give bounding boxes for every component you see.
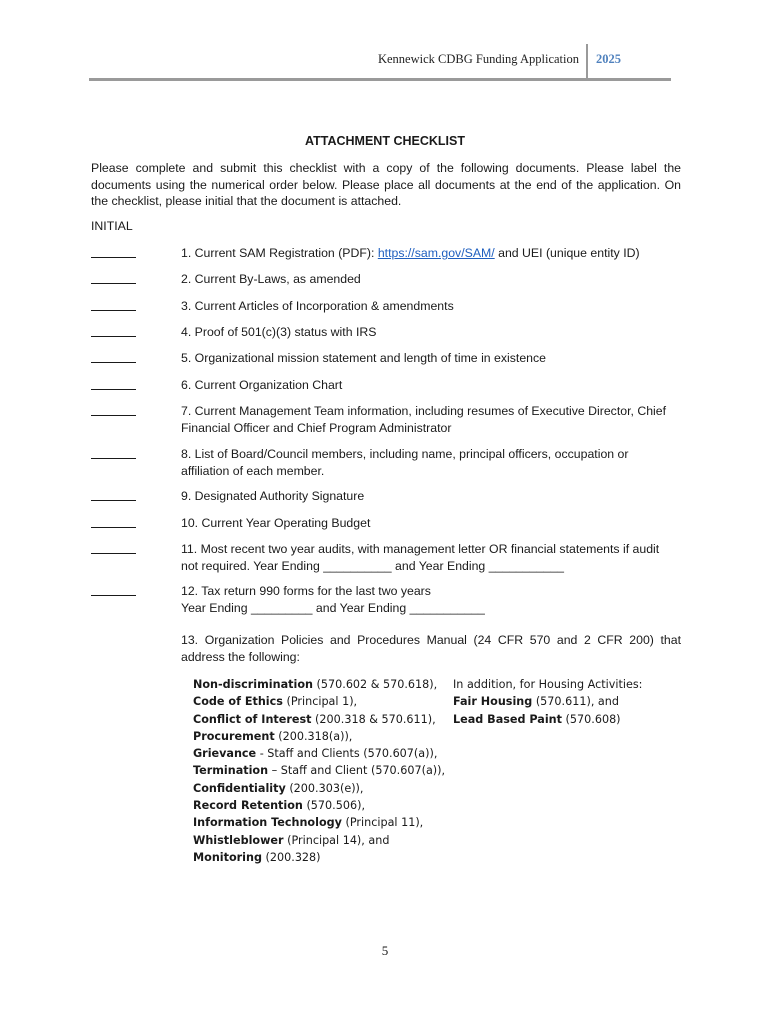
policy-item: Confidentiality (200.303(e)), [193, 781, 364, 795]
initial-blank[interactable] [91, 595, 136, 596]
checklist-item-text: 8. List of Board/Council members, including name, principal officers, occupation or affiliation of each member. [181, 447, 629, 478]
header-title: Kennewick CDBG Funding Application [377, 52, 579, 66]
checklist-item-text: 7. Current Management Team information, including resumes of Executive Director, Chief Financial Officer and Chief Program Administrator [181, 404, 667, 435]
housing-item: Fair Housing (570.611), and [453, 695, 619, 709]
checklist-item-text: 5. Organizational mission statement and length of time in existence [181, 351, 547, 365]
policy-item: Grievance - Staff and Clients (570.607(a)), [193, 747, 438, 761]
header-rule [89, 78, 671, 81]
policy-item: Conflict of Interest (200.318 & 570.611), [193, 712, 436, 726]
housing-activities [453, 676, 693, 728]
policy-item: Non-discrimination (570.602 & 570.618), [193, 678, 438, 691]
initial-column-label: INITIAL [91, 219, 133, 233]
checklist-item-text: 1. Current SAM Registration (PDF): https://sam.gov/SAM/ and UEI (unique entity ID) [181, 246, 640, 260]
initial-blank[interactable] [91, 458, 136, 459]
checklist-item-13: 13. Organization Policies and Procedures Manual (24 CFR 570 and 2 CFR 200) that address the following: [181, 633, 681, 664]
checklist-item-text: 10. Current Year Operating Budget [181, 516, 371, 530]
initial-blank[interactable] [91, 336, 136, 337]
sam-link[interactable]: https://sam.gov/SAM/ [377, 246, 495, 260]
checklist-item-text: 4. Proof of 501(c)(3) status with IRS [181, 325, 377, 339]
checklist-item-text: 9. Designated Authority Signature [181, 489, 365, 503]
initial-blank[interactable] [91, 389, 136, 390]
initial-blank[interactable] [91, 527, 136, 528]
initial-blank[interactable] [91, 310, 136, 311]
intro-paragraph: Please complete and submit this checklist with a copy of the following documents. Please label the documents using the numerical order below. Please place all documents at the end of the application. On the checklist, please initial that the document is attached. [91, 161, 681, 208]
initial-blank[interactable] [91, 257, 136, 258]
page-number: 5 [381, 943, 389, 958]
checklist-item-text: 11. Most recent two year audits, with management letter OR financial statements if audit not required. Year Ending __________ and Year Ending ___________ [181, 542, 660, 573]
checklist-item-text: 6. Current Organization Chart [181, 378, 343, 392]
policy-item: Code of Ethics (Principal 1), [193, 695, 358, 709]
header-year: 2025 [596, 52, 621, 66]
policy-item: Procurement (200.318(a)), [193, 729, 353, 743]
policy-item: Whistleblower (Principal 14), and [193, 833, 390, 847]
housing-item: Lead Based Paint (570.608) [453, 712, 621, 726]
initial-blank[interactable] [91, 500, 136, 501]
initial-blank[interactable] [91, 362, 136, 363]
checklist-item-text: 12. Tax return 990 forms for the last two years Year Ending _________ and Year Ending ___________ [181, 584, 485, 615]
housing-heading: In addition, for Housing Activities: [453, 678, 643, 691]
policy-item: Termination – Staff and Client (570.607(a)), [193, 764, 446, 778]
header-divider [586, 44, 588, 80]
document-title: ATTACHMENT CHECKLIST [305, 134, 465, 148]
initial-blank[interactable] [91, 283, 136, 284]
initial-blank[interactable] [91, 415, 136, 416]
policy-item: Record Retention (570.506), [193, 799, 365, 813]
policy-item: Information Technology (Principal 11), [193, 816, 424, 830]
checklist-item-text: 2. Current By-Laws, as amended [181, 272, 361, 286]
initial-blank[interactable] [91, 553, 136, 554]
checklist-item-text: 3. Current Articles of Incorporation & amendments [181, 299, 454, 313]
policy-item: Monitoring (200.328) [193, 850, 321, 864]
policies-list [193, 676, 453, 866]
